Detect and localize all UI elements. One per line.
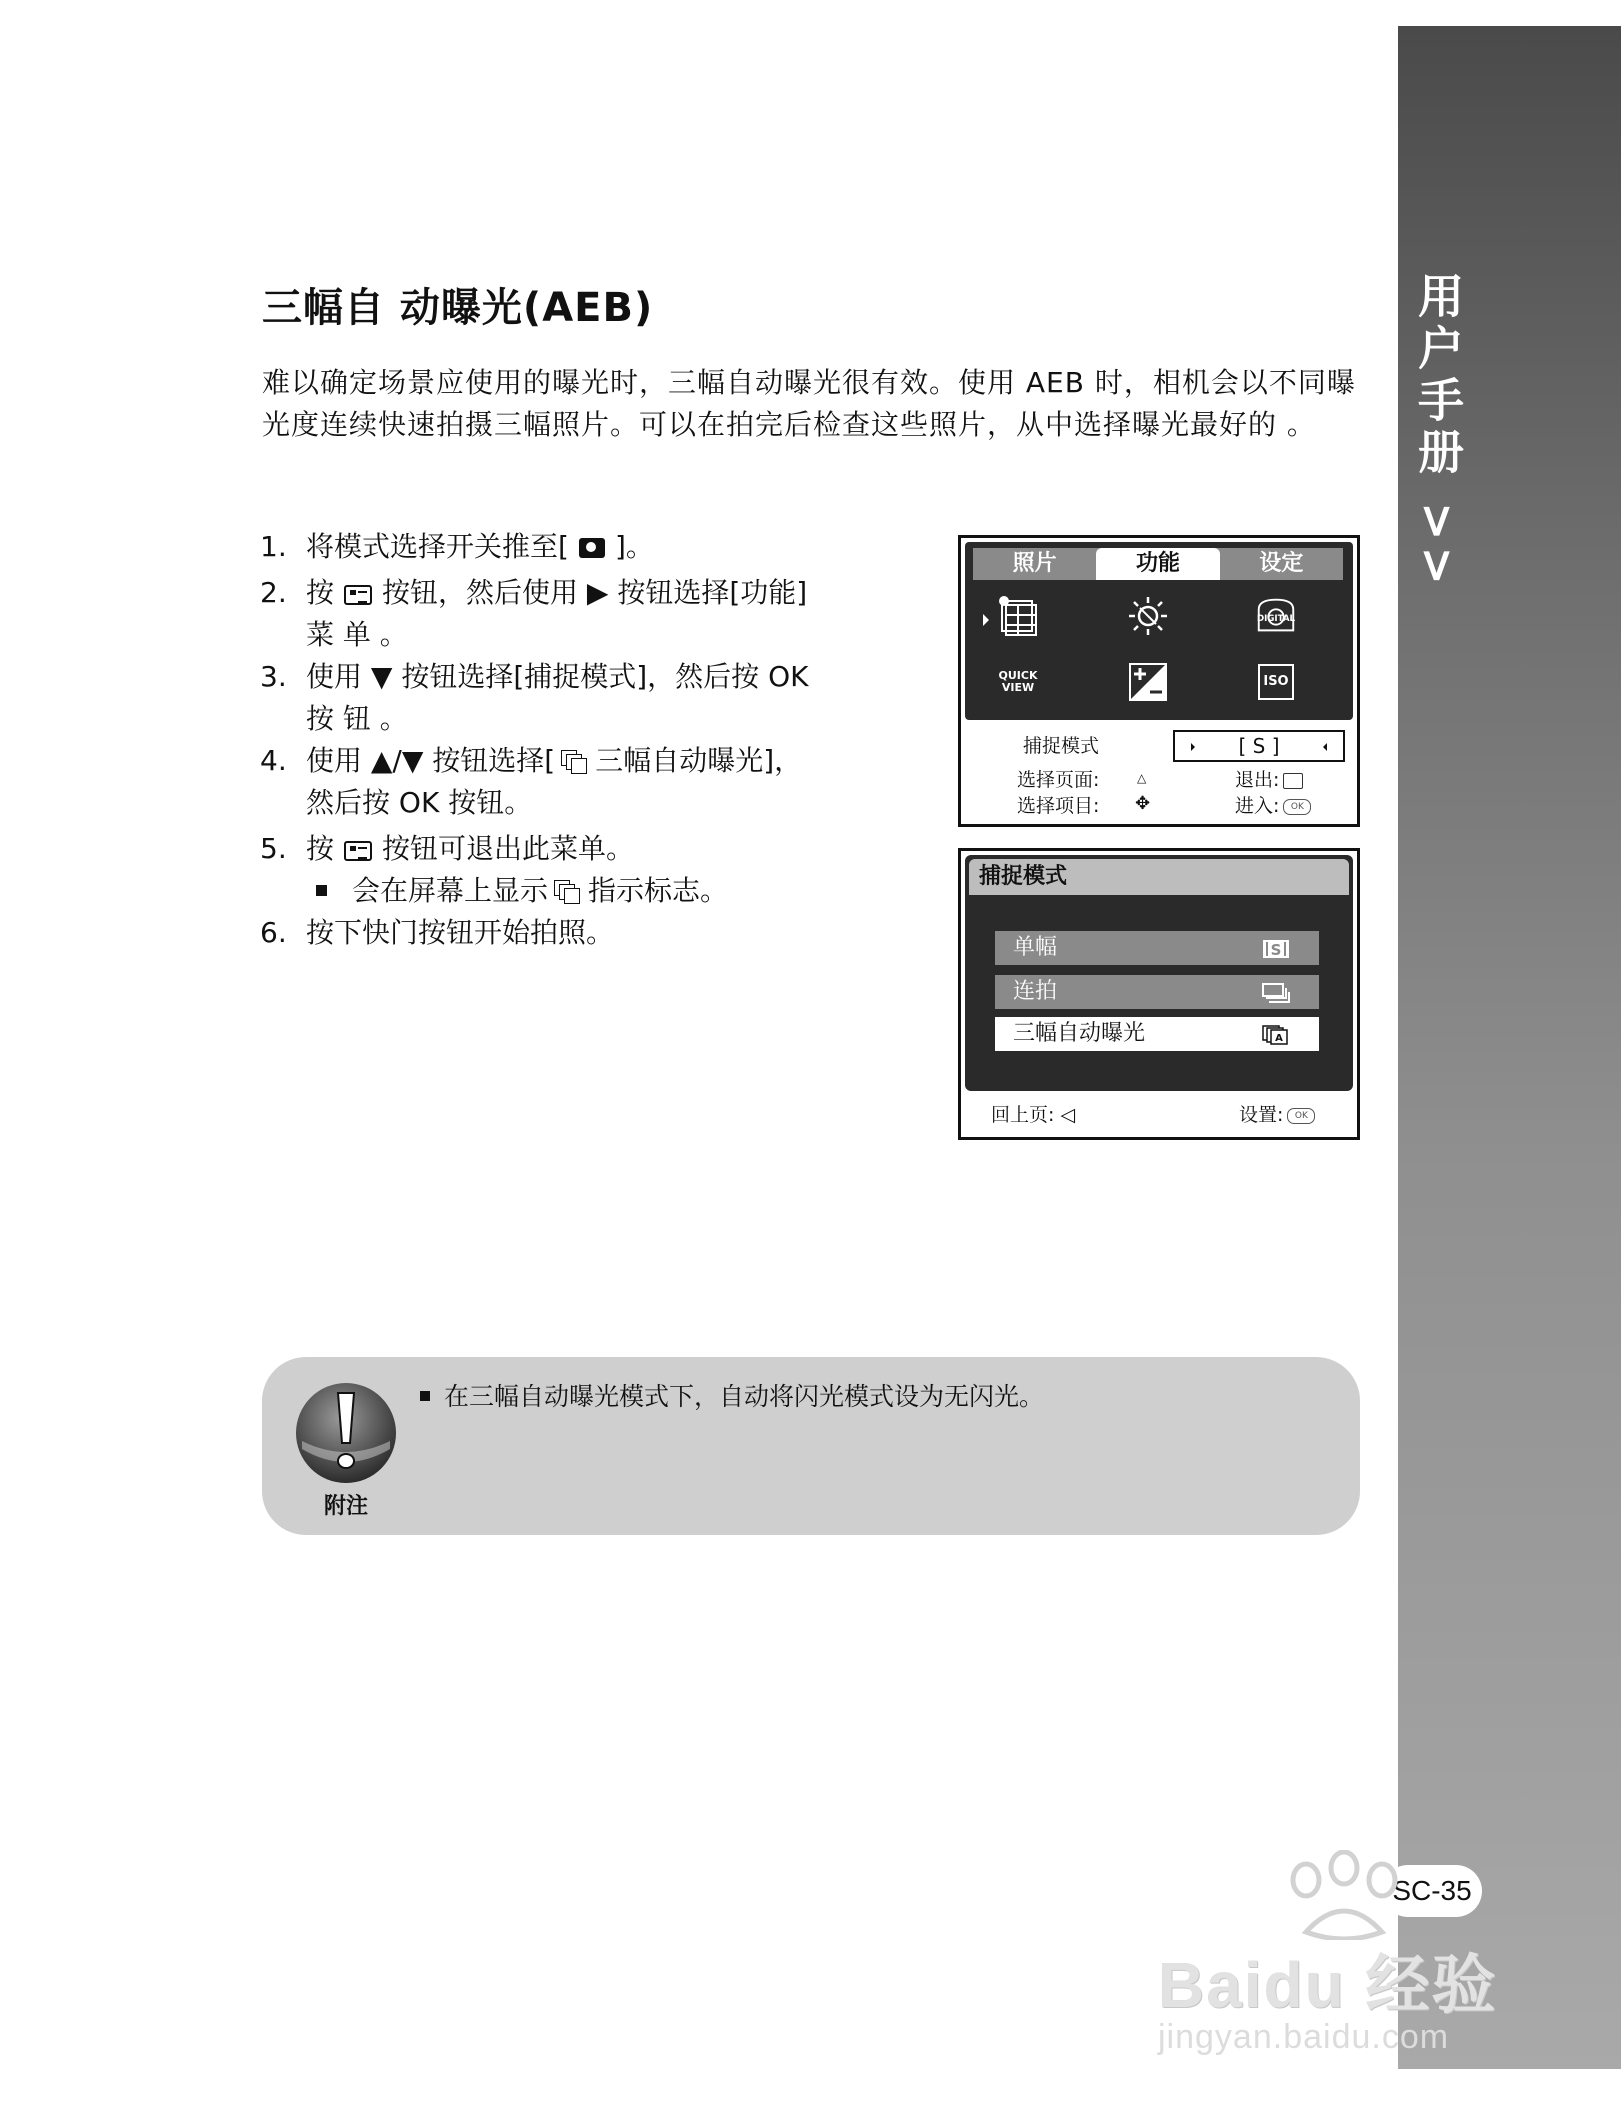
menu-info-area: [961, 726, 1357, 824]
note-text: 在三幅自动曝光模式下，自动将闪光模式设为无闪光。: [420, 1379, 1044, 1415]
menu-panel: [965, 542, 1353, 720]
paw-logo-icon: [1266, 1850, 1426, 1940]
intro-paragraph: 难以确定场景应使用的曝光时，三幅自动曝光很有效。使用 AEB 时，相机会以不同曝光度连续快速拍摄三幅照片。可以在拍完后检查这些照片，从中选择曝光最好的 。: [262, 366, 1356, 441]
aeb-icon: [554, 880, 582, 904]
iso-icon[interactable]: ISO: [1253, 660, 1299, 704]
menu-button-icon: [344, 841, 372, 861]
exit-row: 退出:: [1235, 766, 1303, 794]
camera-function-menu-screen: [958, 535, 1360, 827]
side-title: 用户手册 >>: [1411, 272, 1465, 592]
aeb-icon: [561, 750, 589, 774]
tab-setup[interactable]: 设定: [1259, 551, 1304, 576]
ok-button-icon: OK: [1283, 799, 1311, 815]
dpad-icon: ✥: [1135, 793, 1151, 814]
select-page-label: 选择页面:: [1017, 769, 1100, 791]
step-1: 1. 将模式选择开关推至[ ]。: [260, 530, 654, 563]
bullet-icon: [316, 885, 327, 896]
warning-exclamation-icon: [292, 1379, 400, 1487]
section-title: 三幅自 动曝光(AEB): [262, 285, 654, 331]
single-shot-icon: [1261, 937, 1291, 959]
left-arrow-icon: ◁: [1060, 1104, 1076, 1126]
camera-icon: [579, 538, 605, 558]
step-6: 6. 按下快门按钮开始拍照。: [260, 916, 615, 949]
bullet-icon: [420, 1391, 430, 1401]
white-balance-icon[interactable]: [1125, 594, 1171, 638]
option-aeb[interactable]: 三幅自动曝光 A: [995, 1017, 1319, 1051]
svg-text:DIGITAL: DIGITAL: [1257, 613, 1295, 624]
digital-effect-icon[interactable]: [1253, 594, 1299, 638]
svg-text:S: S: [1270, 941, 1282, 959]
set-row: 设置: OK: [1239, 1093, 1315, 1137]
capture-mode-value[interactable]: [ S ]: [1173, 730, 1345, 762]
option-single[interactable]: 单幅 S: [995, 931, 1319, 965]
selection-arrow-icon: [983, 614, 989, 626]
select-item-label: 选择项目:: [1017, 795, 1100, 817]
menu-button-icon: [344, 585, 372, 605]
note-label: 附注: [323, 1494, 368, 1519]
watermark-url: jingyan.baidu.com: [1158, 2018, 1450, 2056]
step-4: 4. 使用 ▲/▼ 按钮选择[ 三幅自动曝光]， 然后按 OK 按钮。: [260, 744, 803, 819]
submenu-footer: [961, 1093, 1357, 1137]
note-box: [262, 1357, 1360, 1535]
ok-button-icon: OK: [1287, 1108, 1315, 1124]
svg-text:A: A: [1275, 1033, 1283, 1044]
step-5-subitem: 会在屏幕上显示 指示标志。: [306, 870, 900, 912]
step-2: 2. 按 按钮，然后使用 ▶ 按钮选择[功能] 菜 单 。: [260, 576, 808, 651]
function-icon-grid: [995, 590, 1325, 714]
exposure-compensation-icon[interactable]: [1125, 660, 1171, 704]
back-row: 回上页: ◁: [991, 1104, 1076, 1126]
capture-mode-label: 捕捉模式: [1023, 735, 1100, 757]
continuous-shot-icon: [1261, 981, 1291, 1003]
option-continuous[interactable]: 连拍: [995, 975, 1319, 1009]
steps-list: [260, 526, 900, 954]
aeb-icon: [1261, 1023, 1291, 1045]
submenu-panel: [965, 855, 1353, 1091]
menu-tabs: [973, 548, 1343, 580]
enter-row: 进入: OK: [1235, 792, 1311, 820]
capture-mode-submenu-screen: [958, 848, 1360, 1140]
baidu-watermark: [1148, 1850, 1528, 2080]
step-5: 5. 按 按钮可退出此菜单。 会在屏幕上显示 指示标志。: [260, 828, 900, 912]
menu-button-icon: [1283, 773, 1303, 789]
up-arrow-icon: △: [1137, 771, 1147, 785]
step-3: 3. 使用 ▼ 按钮选择[捕捉模式]，然后按 OK 按 钮 。: [260, 660, 809, 735]
quick-view-icon[interactable]: QUICK VIEW: [998, 669, 1038, 694]
submenu-title: 捕捉模式: [969, 859, 1349, 895]
capture-mode-icon[interactable]: [995, 594, 1041, 638]
tab-function[interactable]: 功能: [1096, 548, 1219, 580]
tab-photo[interactable]: 照片: [1012, 551, 1057, 576]
watermark-brand: Baidu 经验: [1158, 1949, 1498, 2021]
page-number: SC-35: [1382, 1865, 1482, 1917]
